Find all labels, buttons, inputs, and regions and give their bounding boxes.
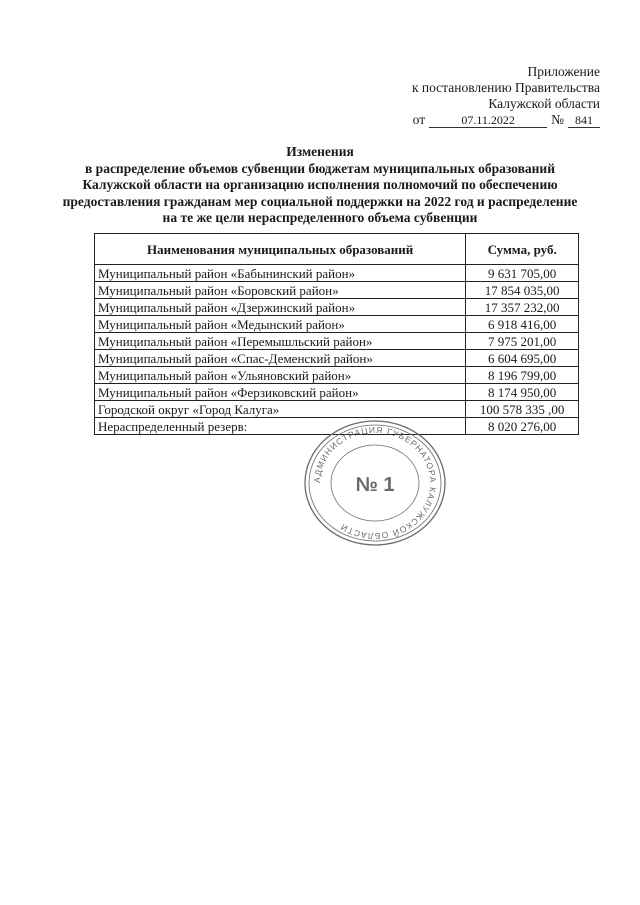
attachment-title: Приложение xyxy=(527,64,600,79)
table-row xyxy=(95,384,579,401)
column-header-amount: Сумма, руб. xyxy=(466,234,579,265)
table-row xyxy=(95,350,579,367)
row-amount: 8 196 799,00 xyxy=(466,367,579,384)
row-name: Муниципальный район «Дзержинский район» xyxy=(95,299,466,316)
document-heading xyxy=(60,144,580,227)
table-row xyxy=(95,299,579,316)
row-name: Муниципальный район «Боровский район» xyxy=(95,282,466,299)
row-name: Городской округ «Город Калуга» xyxy=(95,401,466,418)
table-row xyxy=(95,316,579,333)
row-amount: 9 631 705,00 xyxy=(466,265,579,282)
row-name: Муниципальный район «Ферзиковский район» xyxy=(95,384,466,401)
decree-number: 841 xyxy=(568,113,600,128)
table-row xyxy=(95,282,579,299)
attachment-region: Калужской области xyxy=(488,96,600,111)
row-amount: 17 357 232,00 xyxy=(466,299,579,316)
row-name: Муниципальный район «Спас-Деменский район» xyxy=(95,350,466,367)
from-label: от xyxy=(412,112,426,127)
row-amount: 8 174 950,00 xyxy=(466,384,579,401)
document-subtitle: в распределение объемов субвенции бюджетам муниципальных образований Калужской области на организацию исполнения полномочий по обеспечению предоставления гражданам мер социальной поддержки на 2022 год и распределение на те же цели нераспределенного объема субвенции xyxy=(62,160,578,225)
attachment-resolution: к постановлению Правительства xyxy=(411,80,600,95)
row-name: Муниципальный район «Перемышльский район» xyxy=(95,333,466,350)
table-row xyxy=(95,333,579,350)
row-amount: 8 020 276,00 xyxy=(466,418,579,435)
row-name: Муниципальный район «Бабынинский район» xyxy=(95,265,466,282)
row-name: Муниципальный район «Ульяновский район» xyxy=(95,367,466,384)
column-header-name: Наименования муниципальных образований xyxy=(95,234,466,265)
row-name: Нераспределенный резерв: xyxy=(95,418,466,435)
decree-date: 07.11.2022 xyxy=(429,113,547,128)
seal-ring-text: АДМИНИСТРАЦИЯ ГУБЕРНАТОРА КАЛУЖСКОЙ ОБЛАСТИ xyxy=(311,424,439,542)
seal-center-number: № 1 xyxy=(355,474,395,496)
official-seal-stamp xyxy=(300,418,450,548)
table-row xyxy=(95,367,579,384)
number-label: № xyxy=(551,112,564,127)
attachment-date-number-line xyxy=(412,112,600,128)
attachment-block xyxy=(412,64,600,128)
document-title: Изменения xyxy=(286,144,354,159)
table-row xyxy=(95,265,579,282)
table-row xyxy=(95,401,579,418)
distribution-table xyxy=(94,233,579,435)
row-amount: 17 854 035,00 xyxy=(466,282,579,299)
row-name: Муниципальный район «Медынский район» xyxy=(95,316,466,333)
row-amount: 7 975 201,00 xyxy=(466,333,579,350)
row-amount: 6 604 695,00 xyxy=(466,350,579,367)
row-amount: 6 918 416,00 xyxy=(466,316,579,333)
table-header-row xyxy=(95,234,579,265)
row-amount: 100 578 335 ,00 xyxy=(466,401,579,418)
